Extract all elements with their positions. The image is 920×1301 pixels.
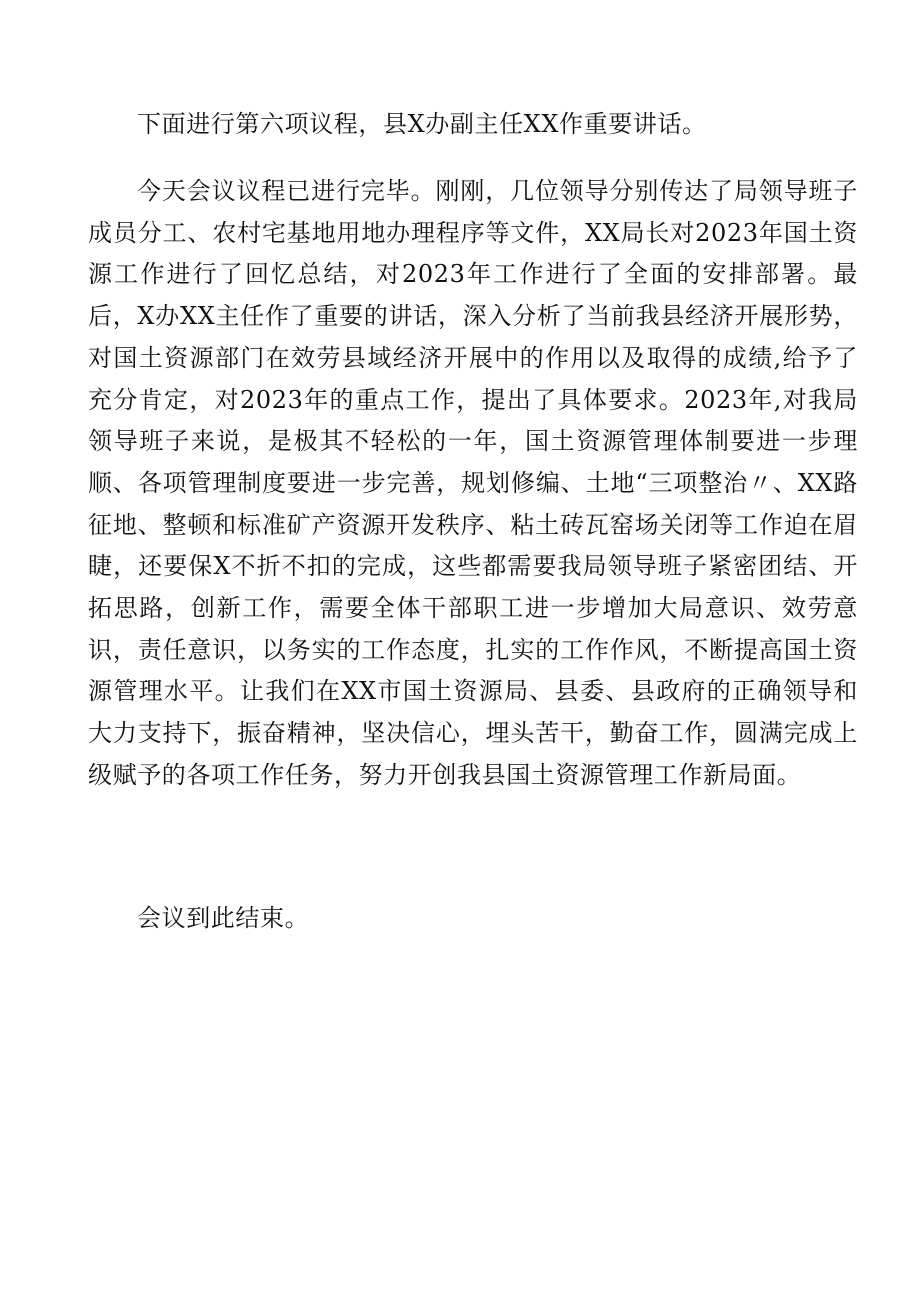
meeting-end-paragraph: 会议到此结束。 xyxy=(137,904,310,932)
agenda-paragraph: 下面进行第六项议程，县X办副主任XX作重要讲话。 xyxy=(137,110,707,138)
closing-summary-paragraph: 今天会议议程已进行完毕。刚刚，几位领导分别传达了局领导班子成员分工、农村宅基地用地办理程序等文件，XX局长对2023年国土资源工作进行了回忆总结，对2023年工作进行了全面的安排部署。最后，X办XX主任作了重要的讲话，深入分析了当前我县经济开展形势，对国土资源部门在效劳县域经济开展中的作用以及取得的成绩,给予了充分肯定，对2023年的重点工作，提出了具体要求。2023年,对我局领导班子来说，是极其不轻松的一年，国土资源管理体制要进一步理顺、各项管理制度要进一步完善，规划修编、土地“三项整治〃、XX路征地、整顿和标准矿产资源开发秩序、粘土砖瓦窑场关闭等工作迫在眉睫，还要保X不折不扣的完成，这些都需要我局领导班子紧密团结、开拓思路，创新工作，需要全体干部职工进一步增加大局意识、效劳意识，责任意识，以务实的工作态度，扎实的工作作风，不断提高国土资源管理水平。让我们在XX市国土资源局、县委、县政府的正确领导和大力支持下，振奋精神，坚决信心，埋头苦干，勤奋工作，圆满完成上级赋予的各项工作任务，努力开创我县国土资源管理工作新局面。 xyxy=(88,177,858,789)
